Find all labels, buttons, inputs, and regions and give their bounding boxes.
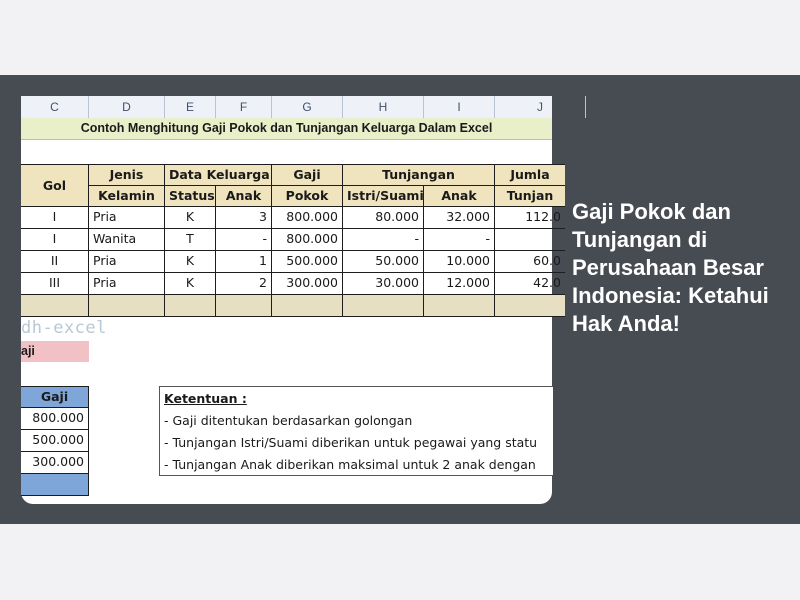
column-letter: C xyxy=(21,96,89,118)
header-status: Status xyxy=(165,186,216,207)
ketentuan-line: - Tunjangan Istri/Suami diberikan untuk pegawai yang statu xyxy=(164,435,538,450)
header-kelamin: Kelamin xyxy=(89,186,165,207)
table-cell-status: T xyxy=(165,229,216,251)
table-cell-anak: 1 xyxy=(216,251,272,273)
table-cell-tanak: 32.000 xyxy=(424,207,495,229)
empty-cell xyxy=(89,295,165,317)
column-letter: I xyxy=(424,96,495,118)
sheet-title: Contoh Menghitung Gaji Pokok dan Tunjangan Keluarga Dalam Excel xyxy=(80,121,493,135)
ketentuan-box xyxy=(159,386,553,476)
table-cell-gaji: 800.000 xyxy=(272,229,343,251)
table-cell-gol: III xyxy=(21,273,89,295)
column-header-row xyxy=(21,96,552,119)
header-tunjangan-total: Tunjan xyxy=(495,186,565,207)
column-letter: G xyxy=(272,96,343,118)
column-letter: D xyxy=(89,96,165,118)
table-cell-anak: - xyxy=(216,229,272,251)
article-headline: Gaji Pokok dan Tunjangan di Perusahaan Besar Indonesia: Ketahui Hak Anda! xyxy=(572,199,769,336)
spreadsheet-image xyxy=(21,96,561,504)
table-cell-istri: 80.000 xyxy=(343,207,424,229)
table-cell-tanak: 12.000 xyxy=(424,273,495,295)
pink-label-cell xyxy=(21,341,89,362)
table-cell-jumlah xyxy=(495,229,565,251)
empty-cell xyxy=(495,295,565,317)
table-cell-gol: II xyxy=(21,251,89,273)
ketentuan-line: - Gaji ditentukan berdasarkan golongan xyxy=(164,413,413,428)
table-cell-status: K xyxy=(165,273,216,295)
table-cell-kelamin: Wanita xyxy=(89,229,165,251)
table-cell-status: K xyxy=(165,251,216,273)
header-tunjangan: Tunjangan xyxy=(343,164,495,186)
column-letter: F xyxy=(216,96,272,118)
table-cell-jumlah: 60.0 xyxy=(495,251,565,273)
table-cell-tanak: 10.000 xyxy=(424,251,495,273)
empty-cell xyxy=(424,295,495,317)
column-letter: J xyxy=(495,96,586,118)
empty-cell xyxy=(21,295,89,317)
table-cell-kelamin: Pria xyxy=(89,251,165,273)
table-cell-gaji: 500.000 xyxy=(272,251,343,273)
watermark: dh-excel xyxy=(21,318,107,338)
table-cell-anak: 3 xyxy=(216,207,272,229)
table-cell-istri: - xyxy=(343,229,424,251)
gaji-table-value: 500.000 xyxy=(21,430,89,452)
gaji-table-footer xyxy=(21,474,89,496)
header-anak-tunjangan: Anak xyxy=(424,186,495,207)
table-cell-gaji: 800.000 xyxy=(272,207,343,229)
table-cell-status: K xyxy=(165,207,216,229)
table-cell-gol: I xyxy=(21,229,89,251)
header-gol: Gol xyxy=(21,164,89,207)
header-jenis: Jenis xyxy=(89,164,165,186)
table-cell-jumlah: 112.0 xyxy=(495,207,565,229)
header-pokok: Pokok xyxy=(272,186,343,207)
empty-cell xyxy=(343,295,424,317)
sheet-title-row xyxy=(21,118,552,140)
table-cell-tanak: - xyxy=(424,229,495,251)
empty-cell xyxy=(165,295,216,317)
gaji-table-value: 800.000 xyxy=(21,408,89,430)
header-istri-suami: Istri/Suami xyxy=(343,186,424,207)
header-data-keluarga: Data Keluarga xyxy=(165,164,272,186)
table-cell-jumlah: 42.0 xyxy=(495,273,565,295)
table-cell-gaji: 300.000 xyxy=(272,273,343,295)
header-gaji: Gaji xyxy=(272,164,343,186)
ketentuan-title: Ketentuan : xyxy=(164,391,247,406)
gaji-table-value: 300.000 xyxy=(21,452,89,474)
header-jumlah: Jumla xyxy=(495,164,565,186)
empty-cell xyxy=(272,295,343,317)
table-cell-anak: 2 xyxy=(216,273,272,295)
empty-cell xyxy=(216,295,272,317)
header-anak: Anak xyxy=(216,186,272,207)
column-letter: H xyxy=(343,96,424,118)
gaji-table-header: Gaji xyxy=(21,386,89,408)
column-letter: E xyxy=(165,96,216,118)
ketentuan-line: - Tunjangan Anak diberikan maksimal untuk 2 anak dengan xyxy=(164,457,536,472)
table-cell-gol: I xyxy=(21,207,89,229)
table-cell-kelamin: Pria xyxy=(89,273,165,295)
table-cell-kelamin: Pria xyxy=(89,207,165,229)
table-cell-istri: 30.000 xyxy=(343,273,424,295)
pink-label: aji xyxy=(21,344,35,358)
table-cell-istri: 50.000 xyxy=(343,251,424,273)
